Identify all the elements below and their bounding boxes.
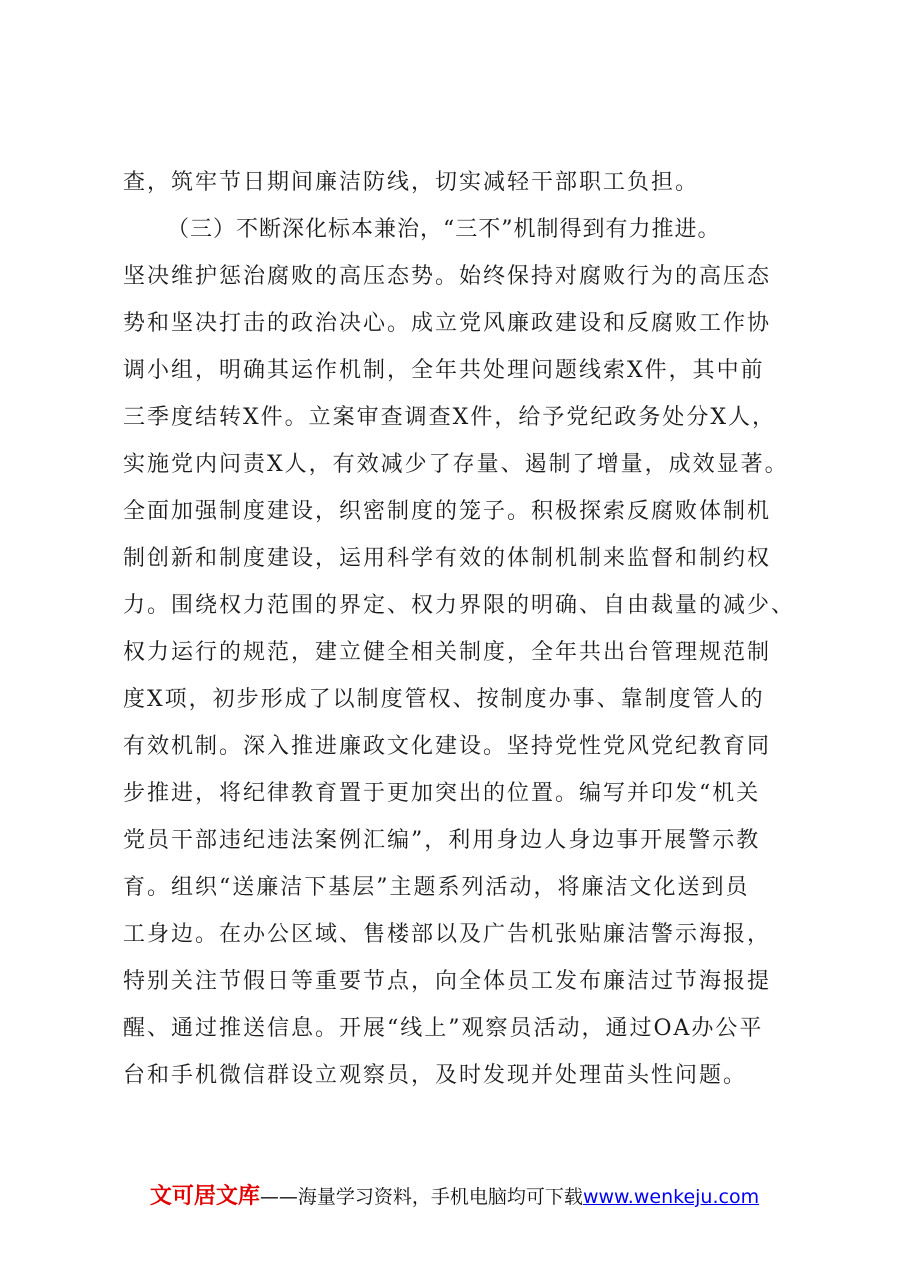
body-text-line: 实施党内问责X人，有效减少了存量、遏制了增量，成效显著。 (123, 452, 789, 477)
body-text-line: 查，筑牢节日期间廉洁防线，切实减轻干部职工负担。 (123, 170, 700, 195)
body-text-line: 三季度结转X件。立案审查调查X件，给予党纪政务处分X人， (123, 405, 776, 430)
body-text-line: 势和坚决打击的政治决心。成立党风廉政建设和反腐败工作协 (123, 311, 772, 336)
body-text-line: 醒、通过推送信息。开展“线上”观察员活动，通过OA办公平 (123, 1016, 764, 1041)
body-text-line: 坚决维护惩治腐败的高压态势。始终保持对腐败行为的高压态 (123, 264, 772, 289)
footer-brand: 文可居文库 (149, 1184, 260, 1209)
body-text-line: 权力运行的规范，建立健全相关制度，全年共出台管理规范制 (123, 640, 772, 665)
footer-banner (0, 1180, 909, 1214)
body-text-line: 育。组织“送廉洁下基层”主题系列活动，将廉洁文化送到员 (123, 875, 750, 900)
body-text-line: 有效机制。深入推进廉政文化建设。坚持党性党风党纪教育同 (123, 734, 772, 759)
body-text-line: 台和手机微信群设立观察员，及时发现并处理苗头性问题。 (123, 1063, 748, 1088)
body-text-line: 度X项，初步形成了以制度管权、按制度办事、靠制度管人的 (123, 687, 765, 712)
body-text-line: 步推进，将纪律教育置于更加突出的位置。编写并印发“机关 (123, 781, 761, 806)
body-text-line: 调小组，明确其运作机制，全年共处理问题线索X件，其中前 (123, 358, 765, 383)
body-text-line: 党员干部违纪违法案例汇编”，利用身边人身边事开展警示教 (123, 828, 761, 853)
body-text-line: 全面加强制度建设，织密制度的笼子。积极探索反腐败体制机 (123, 499, 772, 524)
body-text-line: 力。围绕权力范围的界定、权力界限的明确、自由裁量的减少、 (123, 593, 796, 618)
body-text-line: 特别关注节假日等重要节点，向全体员工发布廉洁过节海报提 (123, 969, 772, 994)
body-text-line: 工身边。在办公区域、售楼部以及广告机张贴廉洁警示海报， (123, 922, 772, 947)
footer-tagline: ——海量学习资料，手机电脑均可下载 (259, 1186, 583, 1208)
body-text-line: 制创新和制度建设，运用科学有效的体制机制来监督和制约权 (123, 546, 772, 571)
section-heading: （三）不断深化标本兼治，“三不”机制得到有力推进。 (167, 217, 721, 242)
footer-link[interactable]: www.wenkeju.com (582, 1186, 760, 1208)
